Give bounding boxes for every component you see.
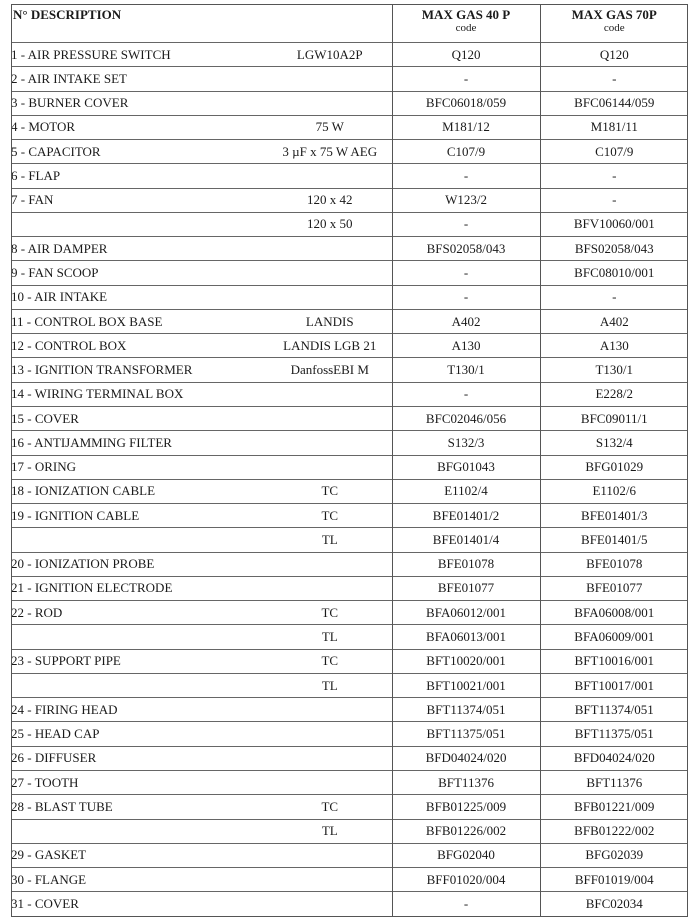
table-header-row [11,4,688,43]
part-description: 16 - ANTIJAMMING FILTER [11,434,172,450]
part-description: 12 - CONTROL BOX [11,337,127,353]
parts-table-body [11,43,688,917]
part-description [11,212,268,236]
part-description: 28 - BLAST TUBE [11,798,113,814]
part-description: 9 - FAN SCOOP [11,265,99,281]
part-description: 24 - FIRING HEAD [11,701,118,717]
part-spec: 120 x 42 [307,192,353,208]
model-a-code: - [392,261,540,285]
part-spec [268,552,392,576]
table-row [11,625,688,649]
table-row [11,892,688,916]
model-a-code: BFE01078 [392,552,540,576]
table-row [11,212,688,236]
model-a-code: - [392,382,540,406]
table-row [11,528,688,552]
part-description: 14 - WIRING TERMINAL BOX [11,386,184,402]
model-a-code: BFA06012/001 [392,601,540,625]
part-spec: TL [321,677,338,693]
model-b-code: BFB01221/009 [540,795,688,819]
model-b-code: BFE01401/3 [540,504,688,528]
part-spec [268,455,392,479]
part-spec: LANDIS LGB 21 [283,337,377,353]
model-b-code: C107/9 [540,140,688,164]
model-b-code: BFC06144/059 [540,91,688,115]
model-b-code: BFV10060/001 [540,212,688,236]
model-a-code: BFS02058/043 [392,237,540,261]
part-spec [268,576,392,600]
model-a-code: - [392,164,540,188]
part-description: 7 - FAN [11,192,54,208]
part-description: 21 - IGNITION ELECTRODE [11,580,173,596]
model-a-name: MAX GAS 40 P [421,7,511,22]
model-a-code: W123/2 [392,188,540,212]
part-description: 5 - CAPACITOR [11,143,101,159]
part-spec [268,770,392,794]
model-b-code: BFA06009/001 [540,625,688,649]
part-spec [268,261,392,285]
parts-table [11,4,688,917]
table-row [11,455,688,479]
table-row [11,382,688,406]
part-description: 20 - IONIZATION PROBE [11,556,155,572]
table-row [11,843,688,867]
part-spec: LGW10A2P [296,46,363,62]
table-row [11,746,688,770]
model-a-code: BFA06013/001 [392,625,540,649]
part-description: 18 - IONIZATION CABLE [11,483,156,499]
part-description: 15 - COVER [11,410,79,426]
model-b-name: MAX GAS 70P [571,7,657,22]
part-description: 25 - HEAD CAP [11,726,100,742]
model-b-code: BFE01078 [540,552,688,576]
table-row [11,261,688,285]
part-description [11,625,268,649]
part-spec: TC [321,798,339,814]
model-a-code: BFT10020/001 [392,649,540,673]
model-b-code: M181/11 [540,115,688,139]
part-spec [268,746,392,770]
part-description: 30 - FLANGE [11,871,87,887]
part-spec [268,868,392,892]
table-row [11,770,688,794]
part-description: 8 - AIR DAMPER [11,240,108,256]
model-a-code: BFB01226/002 [392,819,540,843]
model-a-code: BFT11376 [392,770,540,794]
part-description: 10 - AIR INTAKE [11,289,108,305]
part-description: 3 - BURNER COVER [11,95,129,111]
model-b-code: BFT11376 [540,770,688,794]
part-spec: 120 x 50 [307,216,353,232]
part-spec: TC [321,653,339,669]
model-b-code: A402 [540,309,688,333]
model-a-code: BFB01225/009 [392,795,540,819]
model-a-code: T130/1 [392,358,540,382]
table-row [11,698,688,722]
model-a-code: - [392,892,540,916]
model-b-code: - [540,67,688,91]
model-b-code: T130/1 [540,358,688,382]
model-b-code: BFC02034 [540,892,688,916]
model-a-code: A402 [392,309,540,333]
part-spec [268,285,392,309]
table-row [11,479,688,503]
model-a-code: - [392,285,540,309]
table-row [11,358,688,382]
table-row [11,431,688,455]
model-a-code: C107/9 [392,140,540,164]
part-description: 29 - GASKET [11,847,87,863]
table-row [11,67,688,91]
model-b-code: E228/2 [540,382,688,406]
model-a-code: BFG02040 [392,843,540,867]
table-row [11,722,688,746]
model-a-code: BFD04024/020 [392,746,540,770]
part-description: 27 - TOOTH [11,774,79,790]
part-description: 6 - FLAP [11,167,61,183]
model-b-code: BFC08010/001 [540,261,688,285]
part-spec: TL [321,531,338,547]
part-spec: TL [321,823,338,839]
model-b-code: E1102/6 [540,479,688,503]
part-spec: 75 W [315,119,344,135]
part-description: 22 - ROD [11,604,63,620]
part-spec: TC [321,507,339,523]
part-spec: TC [321,483,339,499]
table-row [11,237,688,261]
table-row [11,115,688,139]
table-row [11,309,688,333]
part-description: 1 - AIR PRESSURE SWITCH [11,46,171,62]
parts-list-sheet [11,4,688,917]
table-row [11,601,688,625]
model-b-code: BFS02058/043 [540,237,688,261]
part-spec [268,91,392,115]
model-b-code: BFC09011/1 [540,406,688,430]
model-a-code: BFC02046/056 [392,406,540,430]
part-description: 17 - ORING [11,459,76,475]
part-spec [268,67,392,91]
part-spec: TC [321,604,339,620]
part-spec [268,843,392,867]
table-row [11,91,688,115]
part-spec: LANDIS [305,313,354,329]
part-spec [268,431,392,455]
part-spec [268,237,392,261]
table-row [11,504,688,528]
model-a-code: E1102/4 [392,479,540,503]
model-b-code: BFT10016/001 [540,649,688,673]
model-b-code: BFT11374/051 [540,698,688,722]
part-description [11,528,268,552]
table-row [11,43,688,67]
part-spec [268,698,392,722]
model-a-code: BFC06018/059 [392,91,540,115]
model-b-column-header [540,4,688,43]
model-b-code: - [540,285,688,309]
table-row [11,819,688,843]
model-a-code: BFE01077 [392,576,540,600]
model-a-code-label: code [455,22,477,34]
part-spec [268,164,392,188]
model-a-code: S132/3 [392,431,540,455]
model-a-code: A130 [392,334,540,358]
model-a-code: BFT11375/051 [392,722,540,746]
model-a-code: BFF01020/004 [392,868,540,892]
model-a-code: BFG01043 [392,455,540,479]
part-description: 13 - IGNITION TRANSFORMER [11,362,193,378]
table-row [11,649,688,673]
part-description [11,673,268,697]
model-b-code: BFD04024/020 [540,746,688,770]
part-description: 31 - COVER [11,895,79,911]
part-description: 23 - SUPPORT PIPE [11,653,121,669]
model-b-code: A130 [540,334,688,358]
table-row [11,285,688,309]
part-description: 11 - CONTROL BOX BASE [11,313,163,329]
model-a-code: BFT10021/001 [392,673,540,697]
model-b-code: - [540,164,688,188]
table-row [11,406,688,430]
model-a-code: BFT11374/051 [392,698,540,722]
table-row [11,140,688,164]
part-description [11,819,268,843]
model-a-code: - [392,67,540,91]
part-spec [268,406,392,430]
part-spec [268,722,392,746]
model-b-code: BFB01222/002 [540,819,688,843]
table-row [11,868,688,892]
table-row [11,188,688,212]
table-row [11,576,688,600]
model-a-code: M181/12 [392,115,540,139]
model-b-code: BFG02039 [540,843,688,867]
model-b-code: BFA06008/001 [540,601,688,625]
part-description: 26 - DIFFUSER [11,750,97,766]
description-column-header: N° DESCRIPTION [13,7,122,22]
table-row [11,334,688,358]
model-b-code: - [540,188,688,212]
table-row [11,552,688,576]
table-row [11,673,688,697]
part-description: 4 - MOTOR [11,119,76,135]
part-spec: DanfossEBI M [290,362,369,378]
model-b-code: BFE01401/5 [540,528,688,552]
model-b-code: BFT11375/051 [540,722,688,746]
model-a-code: - [392,212,540,236]
model-b-code: S132/4 [540,431,688,455]
model-b-code: BFT10017/001 [540,673,688,697]
model-b-code: BFF01019/004 [540,868,688,892]
model-a-code: BFE01401/2 [392,504,540,528]
model-b-code: BFE01077 [540,576,688,600]
table-row [11,795,688,819]
model-a-code: Q120 [392,43,540,67]
model-b-code: BFG01029 [540,455,688,479]
part-spec [268,892,392,916]
part-spec [268,382,392,406]
model-b-code: Q120 [540,43,688,67]
part-spec: 3 µF x 75 W AEG [282,143,378,159]
part-description: 19 - IGNITION CABLE [11,507,140,523]
model-a-column-header [392,4,540,43]
part-description: 2 - AIR INTAKE SET [11,70,127,86]
model-b-code-label: code [603,22,625,34]
part-spec: TL [321,629,338,644]
table-row [11,164,688,188]
model-a-code: BFE01401/4 [392,528,540,552]
